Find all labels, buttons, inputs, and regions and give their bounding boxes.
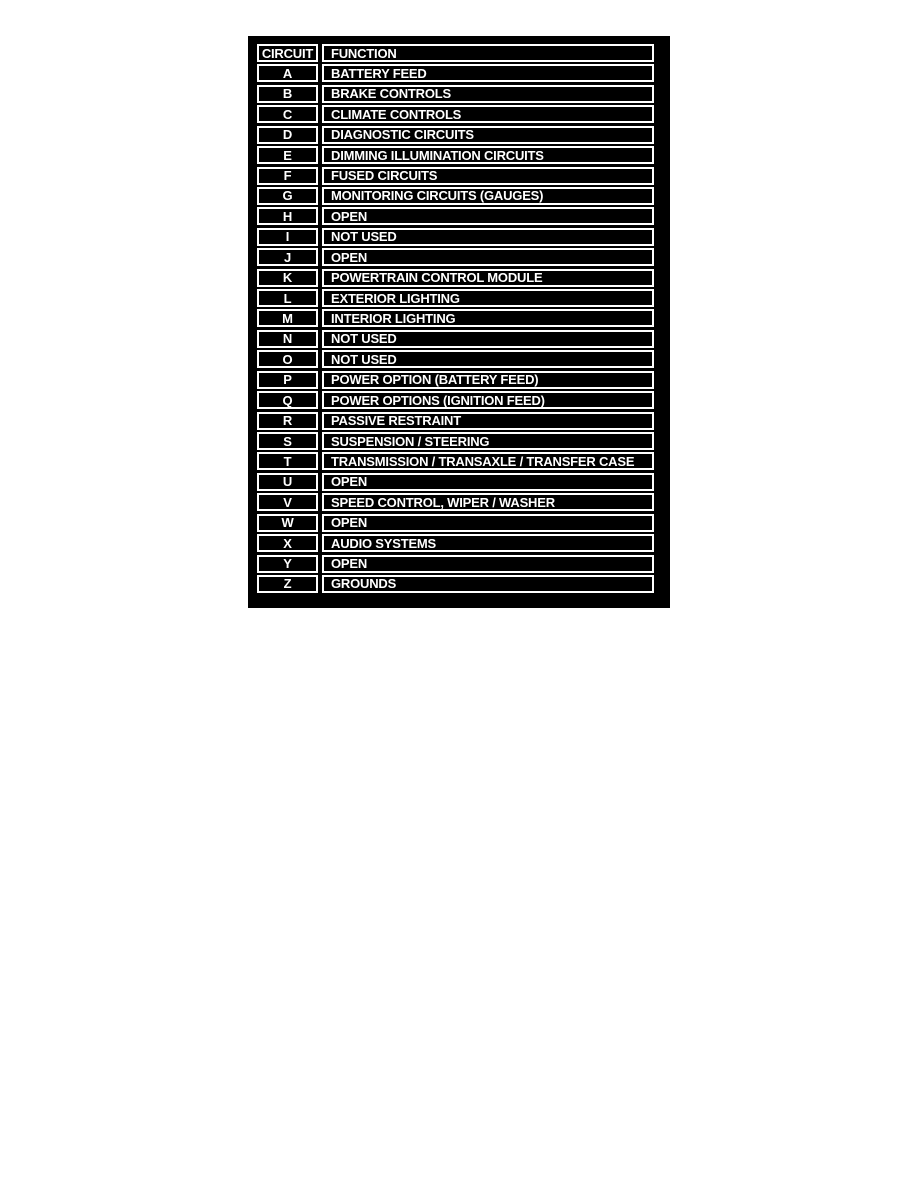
table-row xyxy=(257,555,654,573)
circuit-cell: C xyxy=(257,105,318,123)
table-row xyxy=(257,126,654,144)
table-row xyxy=(257,514,654,532)
function-cell: FUSED CIRCUITS xyxy=(322,167,654,185)
function-cell: OPEN xyxy=(322,514,654,532)
circuit-cell: G xyxy=(257,187,318,205)
function-cell: OPEN xyxy=(322,555,654,573)
table-row xyxy=(257,575,654,593)
table-row xyxy=(257,432,654,450)
table-row xyxy=(257,85,654,103)
circuit-cell: Z xyxy=(257,575,318,593)
circuit-cell: S xyxy=(257,432,318,450)
circuit-cell: W xyxy=(257,514,318,532)
table-row xyxy=(257,330,654,348)
function-cell: EXTERIOR LIGHTING xyxy=(322,289,654,307)
table-row xyxy=(257,64,654,82)
function-cell: GROUNDS xyxy=(322,575,654,593)
table-row xyxy=(257,187,654,205)
circuit-cell: I xyxy=(257,228,318,246)
circuit-cell: Y xyxy=(257,555,318,573)
circuit-cell: O xyxy=(257,350,318,368)
function-cell: POWERTRAIN CONTROL MODULE xyxy=(322,269,654,287)
function-cell: POWER OPTION (BATTERY FEED) xyxy=(322,371,654,389)
function-cell: OPEN xyxy=(322,248,654,266)
table-row xyxy=(257,167,654,185)
table-row xyxy=(257,493,654,511)
function-cell: TRANSMISSION / TRANSAXLE / TRANSFER CASE xyxy=(322,452,654,470)
table-row xyxy=(257,289,654,307)
circuit-cell: K xyxy=(257,269,318,287)
circuit-cell: J xyxy=(257,248,318,266)
circuit-cell: X xyxy=(257,534,318,552)
function-cell: OPEN xyxy=(322,473,654,491)
function-cell: SPEED CONTROL, WIPER / WASHER xyxy=(322,493,654,511)
table-row xyxy=(257,146,654,164)
circuit-function-table xyxy=(248,36,670,608)
circuit-cell: P xyxy=(257,371,318,389)
function-cell: PASSIVE RESTRAINT xyxy=(322,412,654,430)
circuit-cell: B xyxy=(257,85,318,103)
table-row xyxy=(257,248,654,266)
table-header-row xyxy=(257,44,654,62)
table-row xyxy=(257,228,654,246)
circuit-cell: N xyxy=(257,330,318,348)
circuit-cell: T xyxy=(257,452,318,470)
function-cell: AUDIO SYSTEMS xyxy=(322,534,654,552)
function-cell: NOT USED xyxy=(322,330,654,348)
table-row xyxy=(257,105,654,123)
function-cell: POWER OPTIONS (IGNITION FEED) xyxy=(322,391,654,409)
circuit-cell: D xyxy=(257,126,318,144)
circuit-cell: R xyxy=(257,412,318,430)
table-row xyxy=(257,350,654,368)
function-column-header: FUNCTION xyxy=(322,44,654,62)
function-cell: BATTERY FEED xyxy=(322,64,654,82)
function-cell: NOT USED xyxy=(322,228,654,246)
function-cell: BRAKE CONTROLS xyxy=(322,85,654,103)
table-row xyxy=(257,371,654,389)
table-row xyxy=(257,309,654,327)
table-row xyxy=(257,473,654,491)
table-row xyxy=(257,452,654,470)
circuit-cell: Q xyxy=(257,391,318,409)
function-cell: MONITORING CIRCUITS (GAUGES) xyxy=(322,187,654,205)
circuit-cell: L xyxy=(257,289,318,307)
function-cell: DIMMING ILLUMINATION CIRCUITS xyxy=(322,146,654,164)
table-row xyxy=(257,534,654,552)
table-row xyxy=(257,412,654,430)
function-cell: NOT USED xyxy=(322,350,654,368)
circuit-cell: V xyxy=(257,493,318,511)
circuit-cell: F xyxy=(257,167,318,185)
function-cell: CLIMATE CONTROLS xyxy=(322,105,654,123)
table-row xyxy=(257,207,654,225)
function-cell: OPEN xyxy=(322,207,654,225)
table-row xyxy=(257,269,654,287)
circuit-cell: U xyxy=(257,473,318,491)
circuit-cell: A xyxy=(257,64,318,82)
function-cell: INTERIOR LIGHTING xyxy=(322,309,654,327)
function-cell: SUSPENSION / STEERING xyxy=(322,432,654,450)
circuit-cell: E xyxy=(257,146,318,164)
function-cell: DIAGNOSTIC CIRCUITS xyxy=(322,126,654,144)
table-row xyxy=(257,391,654,409)
circuit-cell: M xyxy=(257,309,318,327)
circuit-cell: H xyxy=(257,207,318,225)
circuit-column-header: CIRCUIT xyxy=(257,44,318,62)
